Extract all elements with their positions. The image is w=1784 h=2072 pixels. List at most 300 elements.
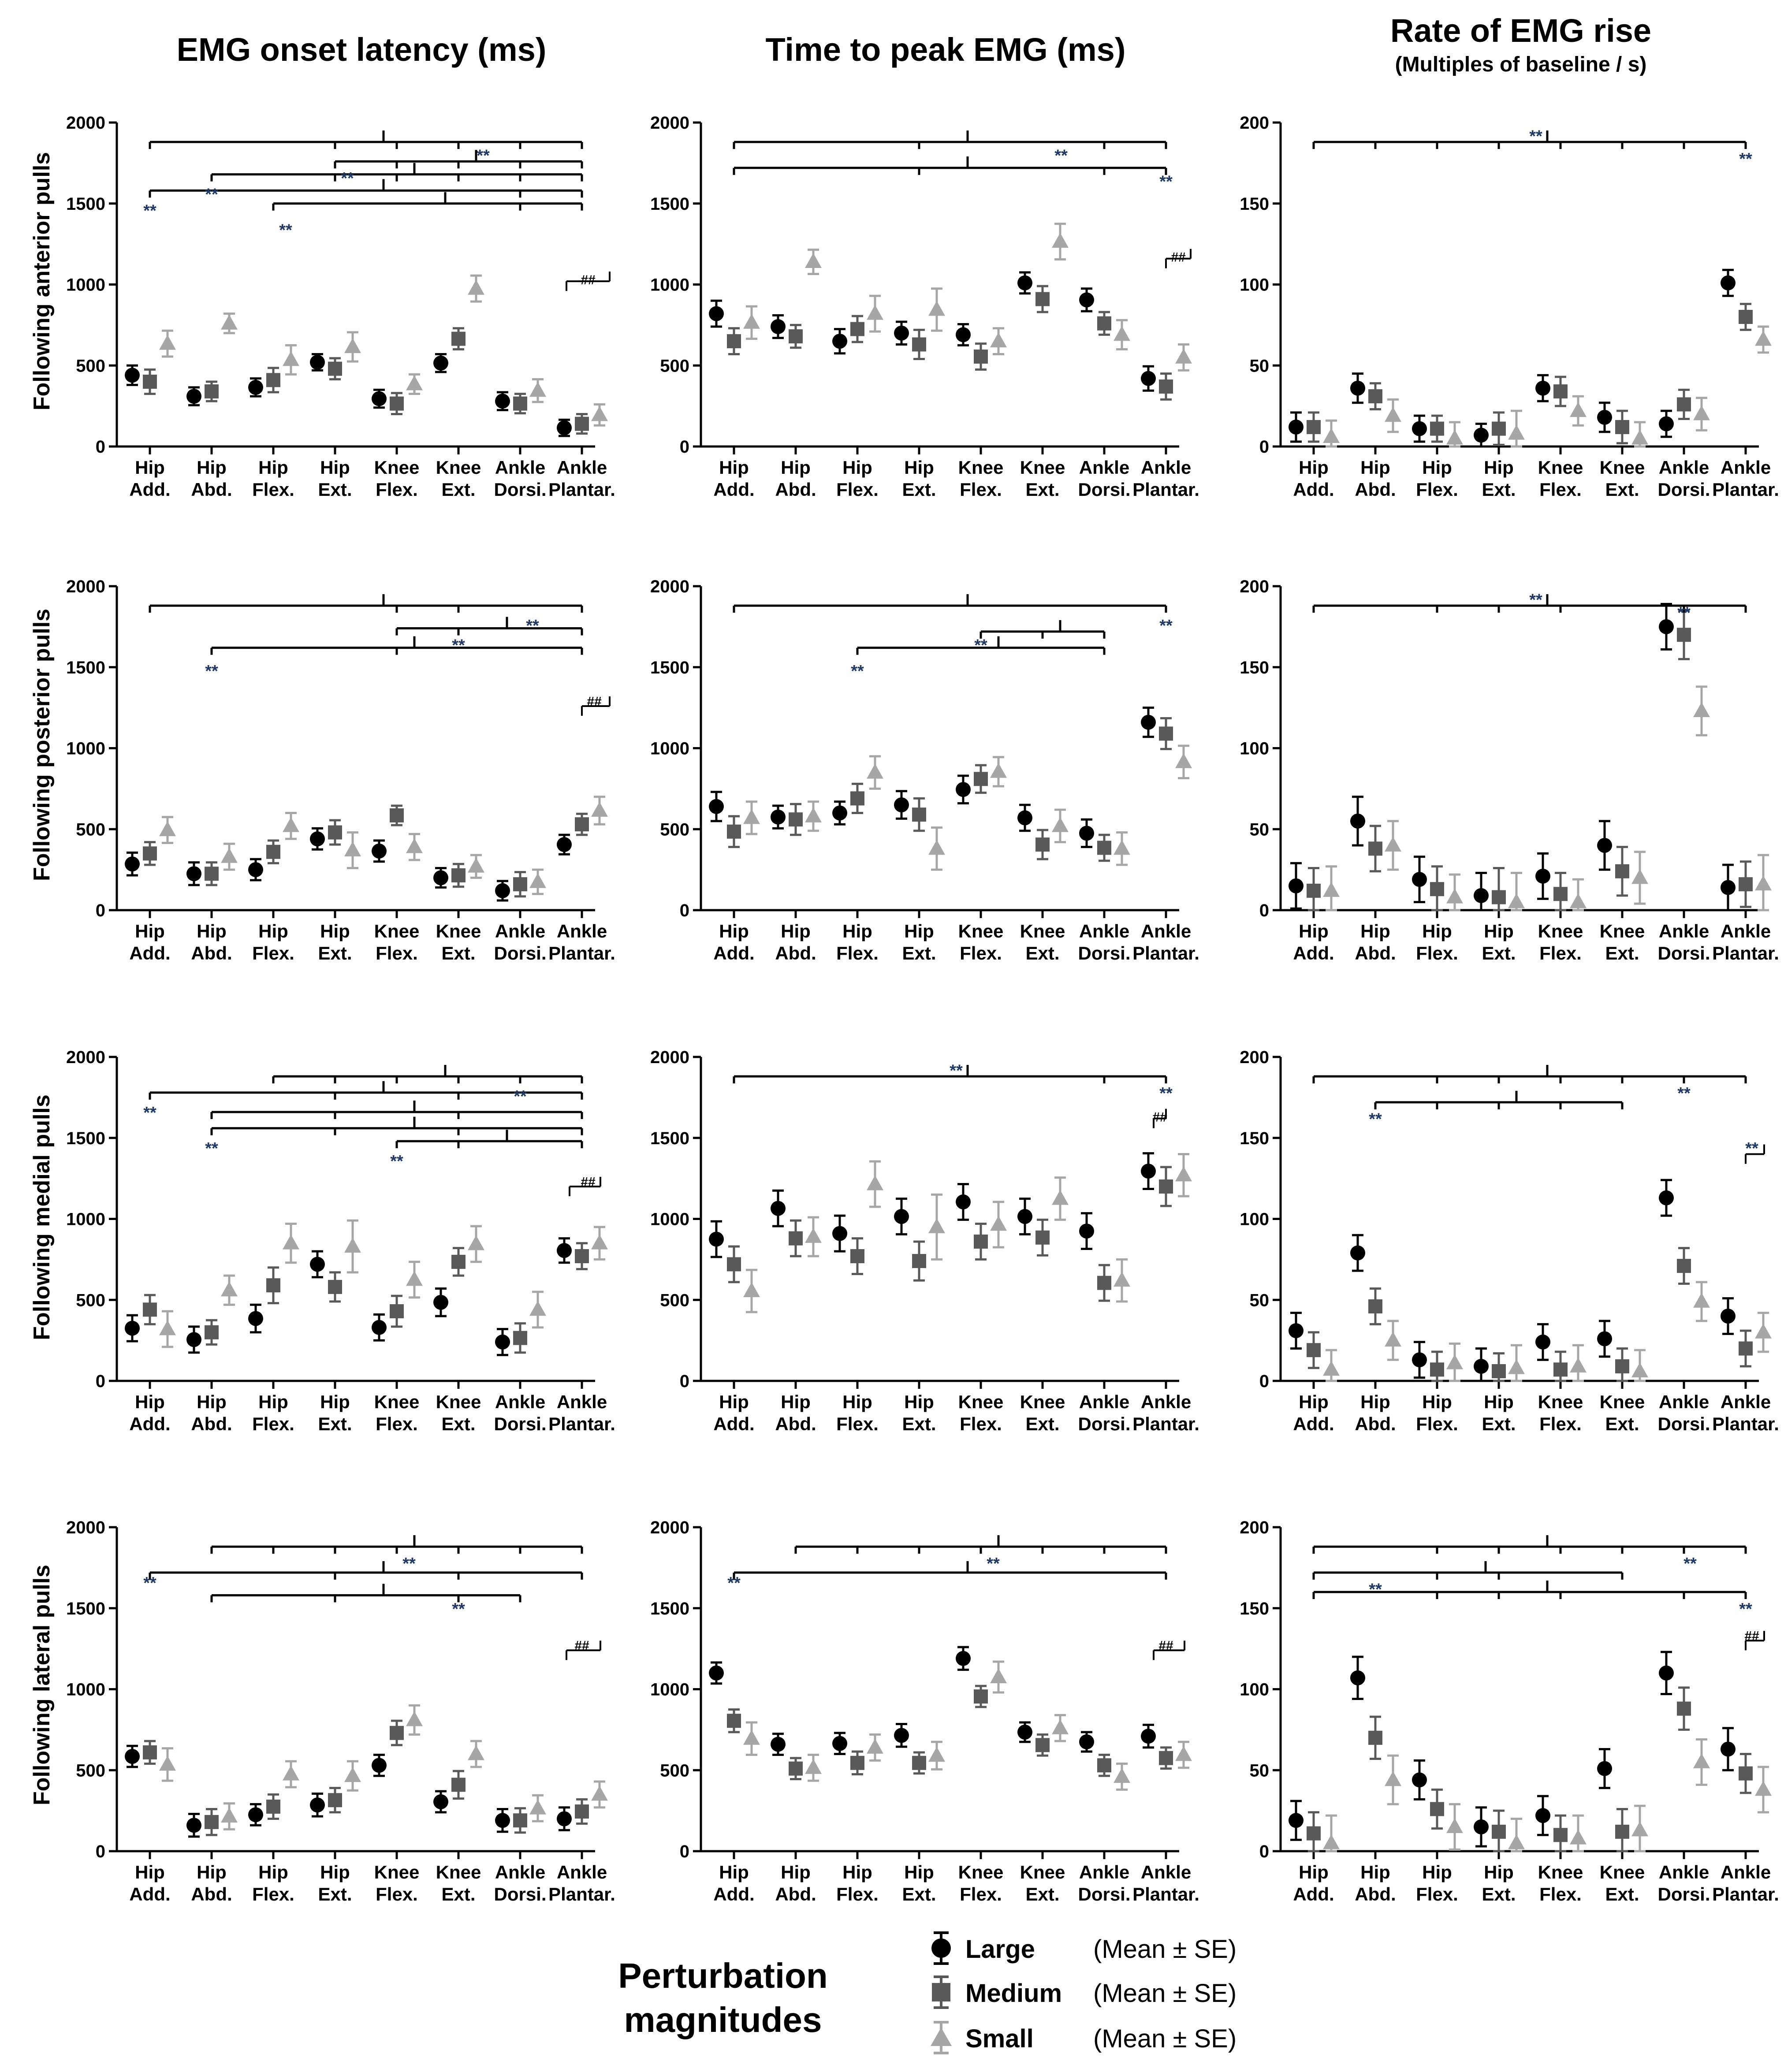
x-tick-label: Ankle xyxy=(495,1862,546,1882)
point-large xyxy=(248,380,263,395)
point-medium xyxy=(451,1778,466,1792)
sig-label: ** xyxy=(1529,127,1542,146)
point-small xyxy=(1508,1359,1525,1374)
row-label-lateral: Following lateral pulls xyxy=(29,1564,55,1806)
x-tick-label: Hip xyxy=(842,921,872,941)
point-large xyxy=(1597,1331,1612,1346)
point-medium xyxy=(912,1254,926,1268)
point-small xyxy=(283,817,299,832)
panel-r0-c2 xyxy=(1240,113,1779,500)
y-tick-label: 2000 xyxy=(66,113,105,133)
point-small xyxy=(159,821,176,836)
point-large xyxy=(1535,1808,1550,1823)
x-tick-label: Ankle xyxy=(1140,457,1192,478)
point-small xyxy=(468,858,484,873)
x-tick-label: Ext. xyxy=(902,1414,936,1434)
legend-item-medium xyxy=(932,1977,1237,2008)
y-tick-label: 100 xyxy=(1240,739,1269,759)
point-small xyxy=(406,838,423,853)
col-subtitle-rate: (Multiples of baseline / s) xyxy=(1395,53,1647,76)
y-tick-label: 200 xyxy=(1240,577,1269,596)
point-medium xyxy=(1677,397,1691,411)
point-large xyxy=(956,1194,971,1209)
y-tick-label: 0 xyxy=(1259,437,1269,457)
x-tick-label: Dorsi. xyxy=(1657,1414,1710,1434)
x-tick-label: Plantar. xyxy=(1712,479,1779,500)
point-small xyxy=(1052,817,1069,832)
y-tick-label: 500 xyxy=(76,820,105,840)
x-tick-label: Ext. xyxy=(1025,479,1060,500)
x-tick-label: Knee xyxy=(436,1862,481,1882)
x-tick-label: Ankle xyxy=(1720,1862,1771,1882)
point-large xyxy=(372,1758,387,1773)
sig-label: ** xyxy=(1739,1600,1752,1618)
y-tick-label: 2000 xyxy=(650,113,689,133)
x-tick-label: Hip xyxy=(719,457,749,478)
point-large xyxy=(832,1736,847,1751)
point-large xyxy=(832,334,847,349)
sig-label: ** xyxy=(1739,149,1752,168)
col-title-time-to-peak: Time to peak EMG (ms) xyxy=(765,31,1126,68)
point-large xyxy=(1659,1190,1674,1205)
point-large xyxy=(1017,1209,1032,1224)
legend-item-small xyxy=(931,2022,1237,2053)
point-small xyxy=(867,305,883,320)
point-small xyxy=(990,1216,1007,1231)
point-small xyxy=(1755,875,1772,890)
x-tick-label: Hip xyxy=(1484,1862,1514,1882)
x-tick-label: Hip xyxy=(197,921,227,941)
point-small xyxy=(1323,1361,1340,1376)
y-tick-label: 150 xyxy=(1240,1599,1269,1618)
point-medium xyxy=(850,1756,864,1770)
x-tick-label: Hip xyxy=(781,1862,811,1882)
point-medium xyxy=(1368,1299,1382,1313)
y-tick-label: 0 xyxy=(679,901,689,920)
x-tick-label: Ext. xyxy=(318,943,352,963)
point-large xyxy=(372,1320,387,1335)
point-medium xyxy=(1553,1362,1568,1376)
point-large xyxy=(1474,1359,1489,1374)
point-large xyxy=(709,306,724,321)
x-tick-label: Knee xyxy=(1538,457,1583,478)
point-small xyxy=(159,1756,176,1771)
x-tick-label: Add. xyxy=(713,1414,755,1434)
y-tick-label: 0 xyxy=(679,437,689,457)
sig-label: ** xyxy=(1529,591,1542,610)
point-medium xyxy=(266,845,280,859)
point-medium xyxy=(974,1235,988,1249)
point-medium xyxy=(1553,384,1568,398)
sig-label: ** xyxy=(1683,1554,1697,1573)
legend-item-large xyxy=(931,1933,1237,1964)
col-title-onset: EMG onset latency (ms) xyxy=(176,31,547,68)
point-large xyxy=(310,355,325,370)
point-small xyxy=(221,848,238,863)
x-tick-label: Flex. xyxy=(960,1414,1002,1434)
sig-label: ** xyxy=(727,1574,741,1592)
point-medium xyxy=(912,807,926,822)
point-small xyxy=(1755,1781,1772,1796)
x-tick-label: Knee xyxy=(436,1391,481,1412)
x-tick-label: Knee xyxy=(1020,1862,1065,1882)
x-tick-label: Ext. xyxy=(318,1414,352,1434)
x-tick-label: Dorsi. xyxy=(494,479,547,500)
point-large xyxy=(956,1651,971,1666)
x-tick-label: Flex. xyxy=(1416,1414,1458,1434)
x-tick-label: Plantar. xyxy=(1132,479,1199,500)
point-medium xyxy=(1553,1828,1568,1842)
x-tick-label: Hip xyxy=(1422,921,1452,941)
x-tick-label: Knee xyxy=(436,457,481,478)
point-small xyxy=(1114,840,1130,855)
x-tick-label: Abd. xyxy=(191,1884,232,1905)
sig-label: ** xyxy=(205,662,218,681)
y-tick-label: 1000 xyxy=(66,1209,105,1229)
point-large xyxy=(1721,1309,1736,1324)
point-large xyxy=(557,1812,572,1826)
point-medium xyxy=(390,1304,404,1318)
point-medium xyxy=(727,334,741,348)
x-tick-label: Ankle xyxy=(1079,457,1130,478)
x-tick-label: Ankle xyxy=(556,1391,607,1412)
point-small xyxy=(1508,893,1525,908)
y-tick-label: 50 xyxy=(1249,1761,1269,1781)
point-large xyxy=(1141,1729,1156,1744)
x-tick-label: Plantar. xyxy=(548,1414,615,1434)
x-tick-label: Plantar. xyxy=(1712,943,1779,963)
panel-r2-c2 xyxy=(1240,1048,1779,1434)
point-medium xyxy=(1035,292,1050,306)
x-tick-label: Hip xyxy=(135,921,165,941)
x-tick-label: Dorsi. xyxy=(1078,1884,1131,1905)
point-large xyxy=(310,1797,325,1812)
point-large xyxy=(1289,878,1304,893)
point-small xyxy=(468,280,484,295)
point-medium xyxy=(850,322,864,336)
point-small xyxy=(221,1808,238,1823)
sig-label: ## xyxy=(1171,250,1186,265)
x-tick-label: Knee xyxy=(374,457,420,478)
x-tick-label: Ext. xyxy=(318,1884,352,1905)
y-tick-label: 150 xyxy=(1240,1128,1269,1148)
sig-label: ## xyxy=(587,694,602,709)
point-medium xyxy=(143,375,157,389)
point-large xyxy=(557,837,572,852)
legend-square-icon xyxy=(932,1983,950,2001)
point-medium xyxy=(1307,420,1321,434)
point-small xyxy=(1385,1771,1401,1786)
y-tick-label: 100 xyxy=(1240,1209,1269,1229)
x-tick-label: Add. xyxy=(713,479,755,500)
point-small xyxy=(1631,869,1648,884)
y-tick-label: 2000 xyxy=(66,1048,105,1067)
x-tick-label: Ext. xyxy=(1482,1884,1516,1905)
x-tick-label: Abd. xyxy=(775,479,816,500)
col-title-rate: Rate of EMG rise xyxy=(1390,12,1652,49)
legend-note-large: (Mean ± SE) xyxy=(1093,1935,1237,1964)
point-large xyxy=(1474,1819,1489,1834)
point-large xyxy=(1289,420,1304,435)
x-tick-label: Abd. xyxy=(1355,1414,1396,1434)
y-tick-label: 1500 xyxy=(66,194,105,214)
point-large xyxy=(894,326,909,341)
y-tick-label: 2000 xyxy=(650,1518,689,1537)
y-tick-label: 1500 xyxy=(650,1599,689,1618)
point-large xyxy=(1412,1352,1427,1367)
row-label-posterior: Following posterior pulls xyxy=(29,608,55,882)
point-medium xyxy=(205,1815,219,1829)
x-tick-label: Hip xyxy=(1422,1391,1452,1412)
x-tick-label: Ankle xyxy=(1079,1391,1130,1412)
point-small xyxy=(344,841,361,856)
point-large xyxy=(1659,619,1674,634)
point-small xyxy=(1114,1272,1130,1287)
point-large xyxy=(771,319,786,334)
sig-label: ## xyxy=(581,1175,596,1190)
x-tick-label: Plantar. xyxy=(548,479,615,500)
sig-label: ## xyxy=(1152,1110,1167,1125)
point-large xyxy=(1412,421,1427,436)
x-tick-label: Hip xyxy=(1360,457,1390,478)
point-medium xyxy=(1677,1702,1691,1716)
point-medium xyxy=(143,1745,157,1760)
panel-r1-c1 xyxy=(650,577,1199,963)
x-tick-label: Hip xyxy=(904,1862,934,1882)
sig-label: ** xyxy=(279,221,292,240)
point-small xyxy=(805,1228,822,1243)
x-tick-label: Hip xyxy=(258,1391,288,1412)
point-large xyxy=(1079,1734,1094,1749)
sig-label: ** xyxy=(402,1554,416,1573)
point-small xyxy=(1385,407,1401,422)
point-large xyxy=(1597,838,1612,853)
x-tick-label: Abd. xyxy=(775,1414,816,1434)
point-small xyxy=(1631,1821,1648,1836)
sig-label: ## xyxy=(1744,1629,1759,1644)
x-tick-label: Hip xyxy=(904,921,934,941)
point-medium xyxy=(205,1325,219,1339)
x-tick-label: Ext. xyxy=(1605,479,1639,500)
y-tick-label: 500 xyxy=(76,1291,105,1310)
y-tick-label: 0 xyxy=(1259,1842,1269,1861)
point-medium xyxy=(328,1280,342,1294)
sig-label: ** xyxy=(1677,603,1691,622)
x-tick-label: Ankle xyxy=(1658,1391,1710,1412)
x-tick-label: Hip xyxy=(1360,921,1390,941)
point-large xyxy=(832,806,847,821)
point-medium xyxy=(850,791,864,805)
point-medium xyxy=(1492,1825,1506,1839)
point-small xyxy=(1175,349,1192,364)
x-tick-label: Hip xyxy=(135,457,165,478)
sig-label: ** xyxy=(526,617,539,636)
x-tick-label: Abd. xyxy=(191,479,232,500)
x-tick-label: Knee xyxy=(374,921,420,941)
point-large xyxy=(186,389,201,404)
point-small xyxy=(591,802,608,817)
x-tick-label: Flex. xyxy=(836,943,879,963)
point-large xyxy=(771,1737,786,1752)
y-tick-label: 0 xyxy=(95,1842,105,1861)
x-tick-label: Knee xyxy=(1538,921,1583,941)
x-tick-label: Plantar. xyxy=(1132,1414,1199,1434)
x-tick-label: Add. xyxy=(129,943,171,963)
y-tick-label: 50 xyxy=(1249,820,1269,840)
point-medium xyxy=(328,1793,342,1807)
point-small xyxy=(221,315,238,330)
x-tick-label: Ankle xyxy=(556,1862,607,1882)
x-tick-label: Ext. xyxy=(318,479,352,500)
point-medium xyxy=(1035,837,1050,852)
y-tick-label: 0 xyxy=(1259,1372,1269,1391)
x-tick-label: Hip xyxy=(1422,457,1452,478)
y-tick-label: 500 xyxy=(76,1761,105,1781)
x-tick-label: Ankle xyxy=(495,921,546,941)
point-small xyxy=(1508,425,1525,440)
point-medium xyxy=(451,868,466,882)
point-large xyxy=(1474,888,1489,903)
x-tick-label: Dorsi. xyxy=(1657,943,1710,963)
x-tick-label: Hip xyxy=(1484,457,1514,478)
sig-label: ** xyxy=(1054,146,1068,165)
y-tick-label: 2000 xyxy=(66,1518,105,1537)
point-small xyxy=(1052,1190,1069,1205)
x-tick-label: Dorsi. xyxy=(1657,479,1710,500)
x-tick-label: Knee xyxy=(958,921,1004,941)
x-tick-label: Hip xyxy=(258,921,288,941)
x-tick-label: Ankle xyxy=(495,457,546,478)
point-large xyxy=(771,1201,786,1216)
y-tick-label: 50 xyxy=(1249,1291,1269,1310)
point-large xyxy=(894,797,909,812)
point-small xyxy=(344,1238,361,1253)
sig-label: ## xyxy=(1158,1638,1173,1653)
point-medium xyxy=(1430,1802,1444,1816)
point-medium xyxy=(1307,1343,1321,1357)
panel-r3-c2 xyxy=(1240,1518,1779,1905)
point-medium xyxy=(1097,316,1111,331)
x-tick-label: Ankle xyxy=(1658,457,1710,478)
point-small xyxy=(468,1235,484,1250)
x-tick-label: Hip xyxy=(135,1391,165,1412)
point-medium xyxy=(451,332,466,346)
x-tick-label: Ext. xyxy=(902,479,936,500)
point-large xyxy=(186,1818,201,1833)
point-small xyxy=(867,764,883,779)
point-small xyxy=(1175,753,1192,768)
x-tick-label: Hip xyxy=(320,921,350,941)
point-small xyxy=(928,301,945,316)
point-medium xyxy=(390,1726,404,1740)
point-medium xyxy=(1492,1364,1506,1378)
point-large xyxy=(1350,814,1365,829)
y-tick-label: 500 xyxy=(660,356,689,376)
point-medium xyxy=(974,1689,988,1704)
point-medium xyxy=(143,846,157,860)
y-tick-label: 1000 xyxy=(66,739,105,759)
point-small xyxy=(1755,1324,1772,1339)
x-tick-label: Hip xyxy=(197,1862,227,1882)
panel-r3-c1 xyxy=(650,1518,1199,1905)
point-small xyxy=(1631,430,1648,445)
x-tick-label: Hip xyxy=(135,1862,165,1882)
point-large xyxy=(433,1794,448,1809)
point-large xyxy=(495,1813,510,1828)
y-tick-label: 1000 xyxy=(650,275,689,295)
x-tick-label: Flex. xyxy=(960,479,1002,500)
point-small xyxy=(1570,1830,1587,1845)
point-medium xyxy=(789,329,803,343)
x-tick-label: Hip xyxy=(258,457,288,478)
point-small xyxy=(1446,1354,1463,1369)
point-small xyxy=(529,1800,546,1815)
point-large xyxy=(1017,275,1032,290)
point-large xyxy=(832,1226,847,1241)
sig-label: ** xyxy=(1369,1580,1382,1599)
x-tick-label: Knee xyxy=(1599,457,1645,478)
y-tick-label: 500 xyxy=(660,1291,689,1310)
sig-label: ## xyxy=(574,1638,589,1653)
sig-label: ** xyxy=(205,185,218,204)
x-tick-label: Flex. xyxy=(1416,1884,1458,1905)
point-medium xyxy=(1677,628,1691,642)
point-medium xyxy=(1739,877,1753,891)
point-small xyxy=(1385,837,1401,852)
y-tick-label: 500 xyxy=(76,356,105,376)
point-large xyxy=(1597,1761,1612,1776)
point-medium xyxy=(328,362,342,376)
x-tick-label: Knee xyxy=(1020,457,1065,478)
point-large xyxy=(557,1243,572,1258)
x-tick-label: Ankle xyxy=(556,457,607,478)
x-tick-label: Knee xyxy=(1020,921,1065,941)
point-large xyxy=(125,856,140,871)
point-medium xyxy=(1615,420,1629,434)
row-label-anterior: Following anterior pulls xyxy=(29,152,55,411)
x-tick-label: Flex. xyxy=(1416,479,1458,500)
x-tick-label: Flex. xyxy=(376,1884,418,1905)
sig-label: ** xyxy=(987,1554,1000,1573)
x-tick-label: Hip xyxy=(904,1391,934,1412)
point-medium xyxy=(575,817,589,831)
point-small xyxy=(1755,331,1772,346)
point-large xyxy=(1141,1164,1156,1179)
point-medium xyxy=(143,1302,157,1317)
x-tick-label: Dorsi. xyxy=(1078,1414,1131,1434)
point-large xyxy=(1141,715,1156,730)
x-tick-label: Abd. xyxy=(1355,479,1396,500)
panels-container xyxy=(66,113,1779,1905)
point-small xyxy=(344,338,361,353)
point-large xyxy=(1659,1666,1674,1681)
x-tick-label: Plantar. xyxy=(548,1884,615,1905)
sig-label: ** xyxy=(514,1087,527,1106)
point-large xyxy=(557,420,572,435)
point-large xyxy=(186,866,201,881)
point-large xyxy=(709,799,724,814)
point-medium xyxy=(789,1231,803,1246)
legend xyxy=(618,1933,1237,2053)
x-tick-label: Ankle xyxy=(495,1391,546,1412)
point-medium xyxy=(1307,884,1321,898)
point-large xyxy=(433,870,448,885)
point-large xyxy=(1017,1725,1032,1740)
x-tick-label: Hip xyxy=(320,1391,350,1412)
point-small xyxy=(805,1759,822,1774)
point-medium xyxy=(1368,1731,1382,1745)
point-small xyxy=(928,1218,945,1233)
